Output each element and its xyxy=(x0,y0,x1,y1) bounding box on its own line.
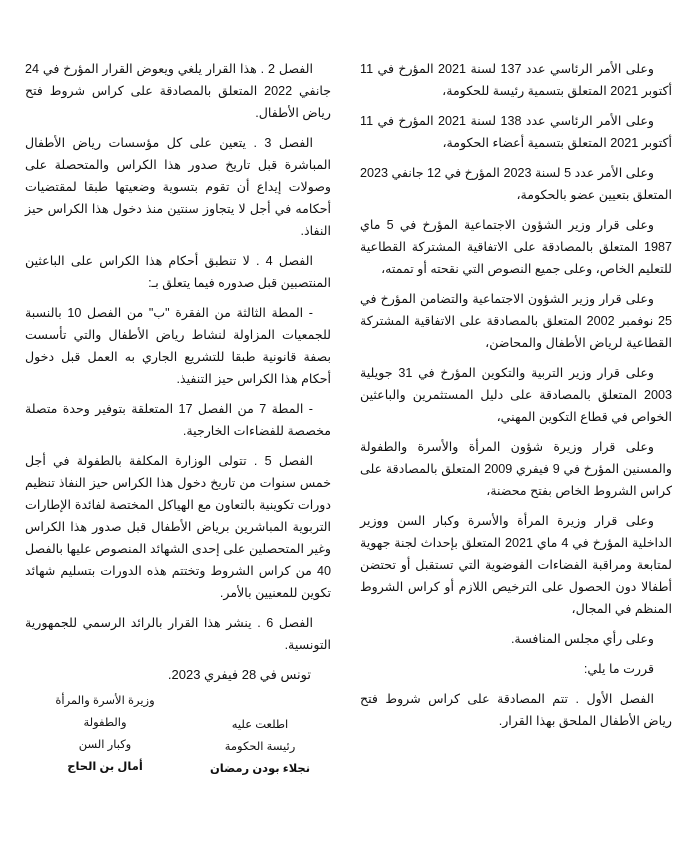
minister-name xyxy=(35,756,175,778)
head-of-government-name-text: نجلاء بودن رمضان xyxy=(209,763,311,775)
paragraph: وعلى قرار وزير الشؤون الاجتماعية والتضامن المؤرخ في 25 نوفمبر 2002 المتعلق بالمصادقة على الاتفاقية المشتركة القطاعية لرياض الأطفال والمحاضن، xyxy=(360,292,672,350)
head-of-government-signature xyxy=(200,714,320,780)
article-4: الفصل 4 . لا تنطبق أحكام هذا الكراس على الباعثين المنتصبين قبل صدوره فيما يتعلق بـ: xyxy=(25,254,331,290)
signatures xyxy=(25,690,331,780)
seen-label: اطلعت عليه xyxy=(231,719,289,731)
paragraph: وعلى رأي مجلس المنافسة. xyxy=(510,632,654,646)
paragraph: وعلى الأمر عدد 5 لسنة 2023 المؤرخ في 12 جانفي 2023 المتعلق بتعيين عضو بالحكومة، xyxy=(360,166,672,202)
paragraph: وعلى قرار وزيرة شؤون المرأة والأسرة والطفولة والمسنين المؤرخ في 9 فيفري 2009 المتعلق بالمصادقة على كراس الشروط الخاص بفتح محضنة، xyxy=(360,440,672,498)
article-1: الفصل الأول . تتم المصادقة على كراس شروط فتح رياض الأطفال الملحق بهذا القرار. xyxy=(360,692,672,728)
article-6: الفصل 6 . ينشر هذا القرار بالرائد الرسمي للجمهورية التونسية. xyxy=(25,616,331,652)
paragraph: قررت ما يلي: xyxy=(583,662,654,676)
minister-title: وزيرة الأسرة والمرأة والطفولة xyxy=(55,695,155,729)
paragraph: وعلى الأمر الرئاسي عدد 138 لسنة 2021 المؤرخ في 11 أكتوبر 2021 المتعلق بتسمية أعضاء الحكومة، xyxy=(360,114,672,150)
paragraph: وعلى قرار وزيرة المرأة والأسرة وكبار السن ووزير الداخلية المؤرخ في 4 ماي 2021 المتعلق بإحداث لجنة جهوية لمتابعة ومراقبة الفضاءات الفوضوية التي تستقبل أو تحتضن أطفالا دون الحصول على الترخيص اللازم أو كراس الشروط المنظم في المجال، xyxy=(360,514,672,616)
article-2: الفصل 2 . هذا القرار يلغي ويعوض القرار المؤرخ في 24 جانفي 2022 المتعلق بالمصادقة على كراس شروط فتح رياض الأطفال. xyxy=(25,62,331,120)
article-5: الفصل 5 . تتولى الوزارة المكلفة بالطفولة في أجل خمس سنوات من تاريخ دخول هذا الكراس حيز النفاذ تنظيم دورات تكوينية بالتعاون مع الهياكل المختصة لفائدة الإطارات التربوية المباشرين برياض الأطفال قبل صدور هذا الكراس وغير المتحصلين على إحدى الشهائد المنصوص عليها بالفصل 40 من كراس الشروط وتختتم هذه الدورات بتسليم شهائد تكوين للمعنيين بالأمر. xyxy=(25,454,331,600)
paragraph: وعلى قرار وزير التربية والتكوين المؤرخ في 31 جويلية 2003 المتعلق بالمصادقة على دليل المستثمرين والباعثين الخواص في قطاع التكوين المهني، xyxy=(360,366,672,424)
article-4-item: - المطة 7 من الفصل 17 المتعلقة بتوفير وحدة متصلة مخصصة للفضاءات الخارجية. xyxy=(25,402,331,438)
minister-name-text: أمال بن الحاج xyxy=(67,761,143,773)
head-of-government-title: رئيسة الحكومة xyxy=(224,741,296,753)
left-column xyxy=(25,58,331,780)
article-3: الفصل 3 . يتعين على كل مؤسسات رياض الأطفال المباشرة قبل تاريخ صدور هذا الكراس والمتحصلة على وصولات إيداع أن تقوم بتسوية وضعيتها طبقا لمقتضيات أحكامه في أجل لا يتجاوز سنتين منذ دخول هذا الكراس حيز النفاذ. xyxy=(25,136,331,238)
minister-signature xyxy=(35,690,175,778)
date-line: تونس في 28 فيفري 2023. xyxy=(167,667,311,682)
head-of-government-name xyxy=(200,758,320,780)
minister-title-2: وكبار السن xyxy=(78,739,132,751)
paragraph: وعلى الأمر الرئاسي عدد 137 لسنة 2021 المؤرخ في 11 أكتوبر 2021 المتعلق بتسمية رئيسة للحكومة، xyxy=(360,62,672,98)
right-column xyxy=(360,58,672,740)
article-4-item: - المطة الثالثة من الفقرة "ب" من الفصل 10 بالنسبة للجمعيات المزاولة لنشاط رياض الأطفال والتي تأسست بصفة قانونية طبقا للتشريع الجاري به العمل قبل دخول أحكام هذا الكراس حيز التنفيذ. xyxy=(25,306,331,386)
paragraph: وعلى قرار وزير الشؤون الاجتماعية المؤرخ في 5 ماي 1987 المتعلق بالمصادقة على الاتفاقية المشتركة القطاعية للتعليم الخاص، وعلى جميع النصوص التي نقحته أو تممته، xyxy=(360,218,672,276)
